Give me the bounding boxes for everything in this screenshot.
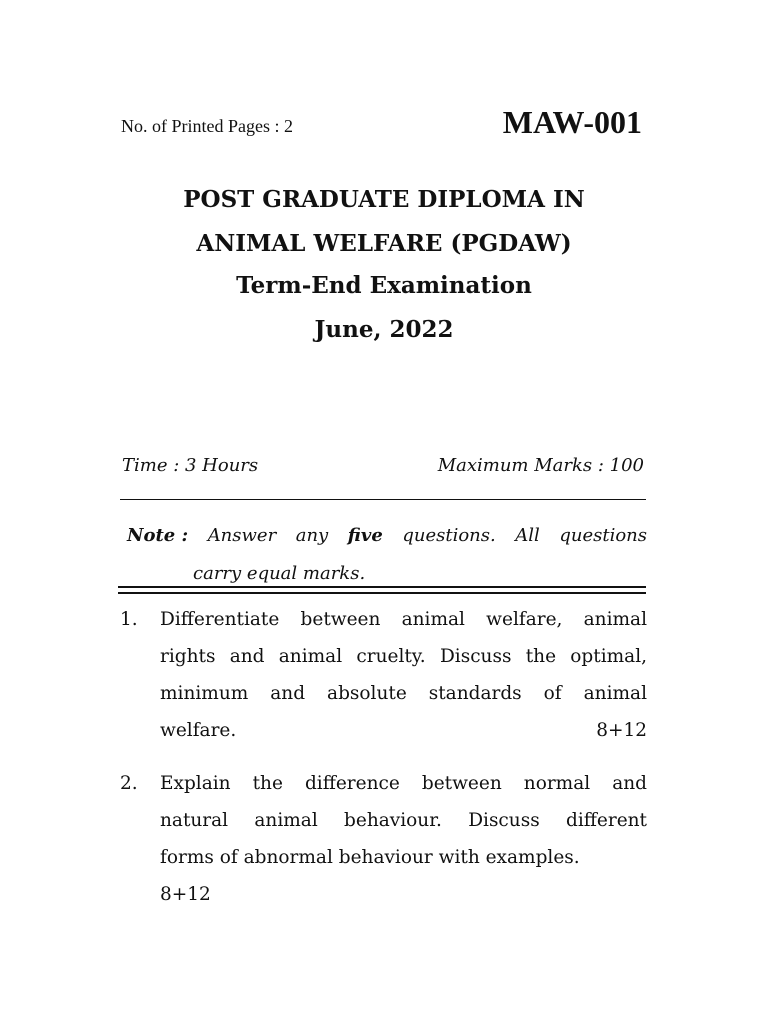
question-1 <box>120 601 647 749</box>
question-text <box>160 765 647 913</box>
question-marks: 8+12 <box>160 884 211 905</box>
note-word: any <box>295 525 329 546</box>
note-word: questions <box>559 525 647 546</box>
question-line: forms of abnormal behaviour with examples. <box>160 847 580 868</box>
question-marks: 8+12 <box>596 720 647 741</box>
question-number: 2. <box>120 773 138 794</box>
note-line-2: carry equal marks. <box>193 563 366 584</box>
question-number: 1. <box>120 609 138 630</box>
question-line: minimum and absolute standards of animal <box>160 683 647 704</box>
time-allowed: Time : 3 Hours <box>122 455 259 476</box>
exam-name: Term-End Examination <box>236 272 532 299</box>
printed-pages-count: No. of Printed Pages : 2 <box>121 116 293 136</box>
question-2 <box>120 765 647 913</box>
note-line-1 <box>127 517 647 555</box>
divider-single <box>120 499 646 500</box>
title-line-1: POST GRADUATE DIPLOMA IN <box>183 186 585 213</box>
question-text <box>160 601 647 749</box>
course-code: MAW-001 <box>502 104 642 140</box>
question-line: welfare. <box>160 720 237 741</box>
question-line: Differentiate between animal welfare, animal <box>160 609 647 630</box>
note-word-emphasis: five <box>347 525 383 546</box>
note-word: Answer <box>207 525 277 546</box>
question-last-line <box>160 712 647 749</box>
note-word: questions. <box>402 525 496 546</box>
divider-double <box>118 586 646 594</box>
exam-date: June, 2022 <box>314 316 454 343</box>
question-line: Explain the difference between normal and <box>160 773 647 794</box>
question-line: natural animal behaviour. Discuss different <box>160 810 647 831</box>
note-word: All <box>515 525 540 546</box>
instructions-note <box>127 517 647 593</box>
maximum-marks: Maximum Marks : 100 <box>437 455 644 476</box>
title-line-2: ANIMAL WELFARE (PGDAW) <box>196 230 572 257</box>
note-label: Note : <box>127 525 189 546</box>
question-line: rights and animal cruelty. Discuss the optimal, <box>160 646 647 667</box>
